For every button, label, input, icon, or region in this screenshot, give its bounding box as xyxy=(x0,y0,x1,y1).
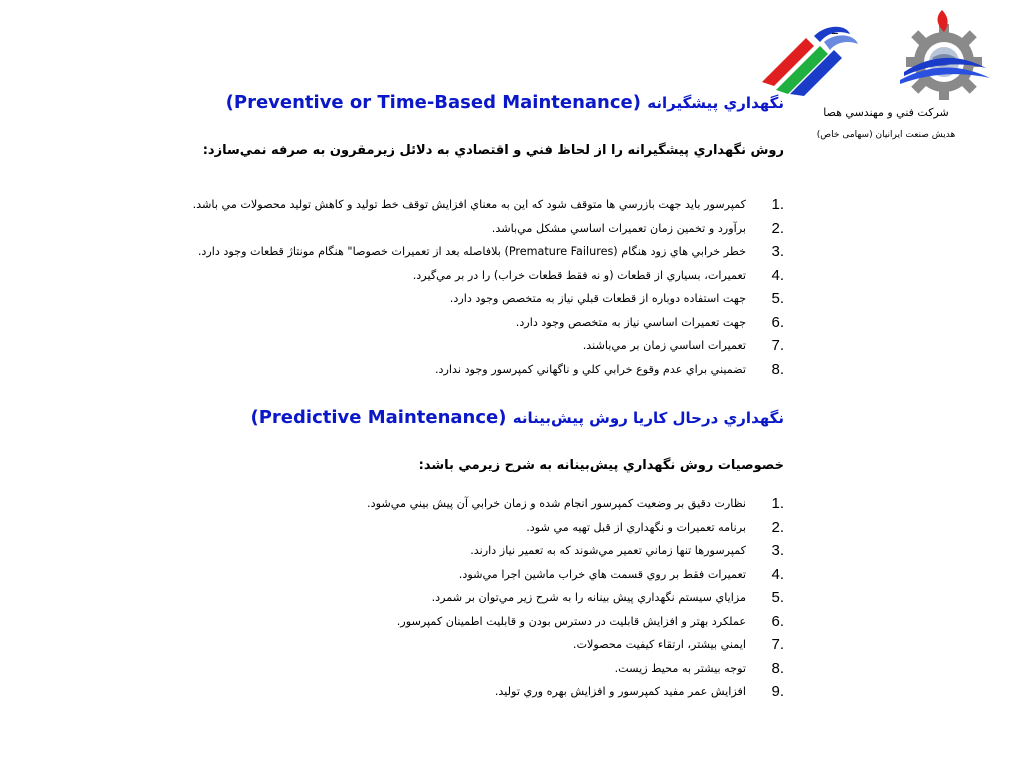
list-item-number: 5. xyxy=(771,290,784,307)
list-item-text: مزاياي سيستم نگهداري پيش بينانه را به شرح زير مي‌توان بر شمرد. xyxy=(431,591,746,604)
gear-globe-logo-icon xyxy=(894,6,994,106)
section1-heading xyxy=(226,92,784,113)
list-item xyxy=(24,193,784,217)
list-item-text: کمپرسور بايد جهت بازرسي ها متوقف شود که اين به معناي افزايش توقف خط توليد و کاهش توليد محصولات مي باشد. xyxy=(192,198,746,211)
list-item-number: 4. xyxy=(771,565,784,583)
list-item xyxy=(24,516,784,540)
list-item xyxy=(24,217,784,241)
list-item-text: افزايش عمر مفيد کمپرسور و افزايش بهره وري توليد. xyxy=(494,685,746,698)
list-item-number: 3. xyxy=(771,542,784,559)
list-item xyxy=(24,264,784,288)
section2-subheading: خصوصيات روش نگهداري پيش‌بينانه به شرح زيرمي باشد: xyxy=(418,458,784,473)
list-item-number: 6. xyxy=(771,612,784,630)
list-item xyxy=(24,311,784,335)
list-item xyxy=(24,563,784,587)
list-item-text: تعميرات، بسياري از قطعات (و نه فقط قطعات خراب) را در بر مي‌گيرد. xyxy=(412,268,746,282)
list-item-number: 5. xyxy=(771,589,784,606)
list-item-text: جهت تعميرات اساسي نياز به متخصص وجود دارد. xyxy=(515,315,746,329)
list-item-text: کمپرسورها تنها زماني تعمير مي‌شوند که به تعمير نياز دارند. xyxy=(470,544,746,557)
list-item-text: عملکرد بهتر و افزايش قابليت در دسترس بودن و قابليت اطمينان کمپرسور. xyxy=(396,614,746,628)
list-item-text: نظارت دقيق بر وضعيت کمپرسور انجام شده و زمان خرابي آن پيش بيني مي‌شود. xyxy=(367,497,746,510)
list-item xyxy=(24,240,784,264)
list-item-number: 8. xyxy=(771,360,784,378)
list-item-text: خطر خرابي هاي زود هنگام (Premature Failures) بلافاصله بعد از تعميرات خصوصا" هنگام مونتاژ قطعات وجود دارد. xyxy=(197,245,746,258)
list-item-number: 4. xyxy=(771,266,784,284)
section2-list xyxy=(24,492,784,704)
list-item xyxy=(24,287,784,311)
list-item xyxy=(24,539,784,563)
list-item-number: 2. xyxy=(771,219,784,237)
list-item-number: 9. xyxy=(771,683,784,700)
list-item-text: تعميرات اساسي زمان بر مي‌باشند. xyxy=(582,339,746,352)
list-item-number: 1. xyxy=(771,495,784,512)
list-item-number: 2. xyxy=(771,518,784,536)
section2-title-fa: نگهداري درحال کاريا روش پيش‌بينانه xyxy=(512,409,784,427)
list-item-text: تعميرات فقط بر روي قسمت هاي خراب ماشين اجرا مي‌شود. xyxy=(458,567,746,581)
list-item-number: 3. xyxy=(771,243,784,260)
section1-list xyxy=(24,193,784,381)
list-item xyxy=(24,586,784,610)
list-item xyxy=(24,492,784,516)
list-item-text: برآورد و تخمين زمان تعميرات اساسي مشکل مي‌باشد. xyxy=(491,221,746,235)
section1-title-en: (Preventive or Time-Based Maintenance) xyxy=(225,92,641,113)
list-item-number: 7. xyxy=(771,337,784,354)
section2-heading xyxy=(251,407,784,428)
list-item-number: 7. xyxy=(771,636,784,653)
wings-logo-icon xyxy=(754,20,864,98)
section1-subheading: روش نگهداري پيشگيرانه را از لحاظ فني و اقتصادي به دلائل زيرمقرون به صرفه نمي‌سازد: xyxy=(202,143,784,158)
company-subtitle: هديش صنعت ايرانيان (سهامی خاص) xyxy=(816,130,956,140)
svg-text:ــ: ــ xyxy=(832,26,838,37)
list-item-text: برنامه تعميرات و نگهداري از قبل تهيه مي شود. xyxy=(526,520,746,534)
list-item xyxy=(24,657,784,681)
list-item xyxy=(24,610,784,634)
section1-title-fa: نگهداري پيشگيرانه xyxy=(647,94,784,112)
list-item-number: 6. xyxy=(771,313,784,331)
list-item-text: جهت استفاده دوباره از قطعات قبلي نياز به متخصص وجود دارد. xyxy=(449,292,746,305)
list-item xyxy=(24,358,784,382)
list-item xyxy=(24,680,784,704)
list-item-number: 1. xyxy=(771,196,784,213)
list-item-text: ايمني بيشتر، ارتقاء کيفيت محصولات. xyxy=(572,638,746,651)
logo-area xyxy=(754,6,994,146)
list-item-text: تضميني براي عدم وقوع خرابي کلي و ناگهاني کمپرسور وجود ندارد. xyxy=(434,362,746,376)
list-item xyxy=(24,633,784,657)
list-item-number: 8. xyxy=(771,659,784,677)
section2-title-en: (Predictive Maintenance) xyxy=(250,407,507,428)
company-name: شرکت فني و مهندسي هصا xyxy=(823,106,949,119)
list-item-text: توجه بيشتر به محيط زيست. xyxy=(614,661,746,675)
list-item xyxy=(24,334,784,358)
